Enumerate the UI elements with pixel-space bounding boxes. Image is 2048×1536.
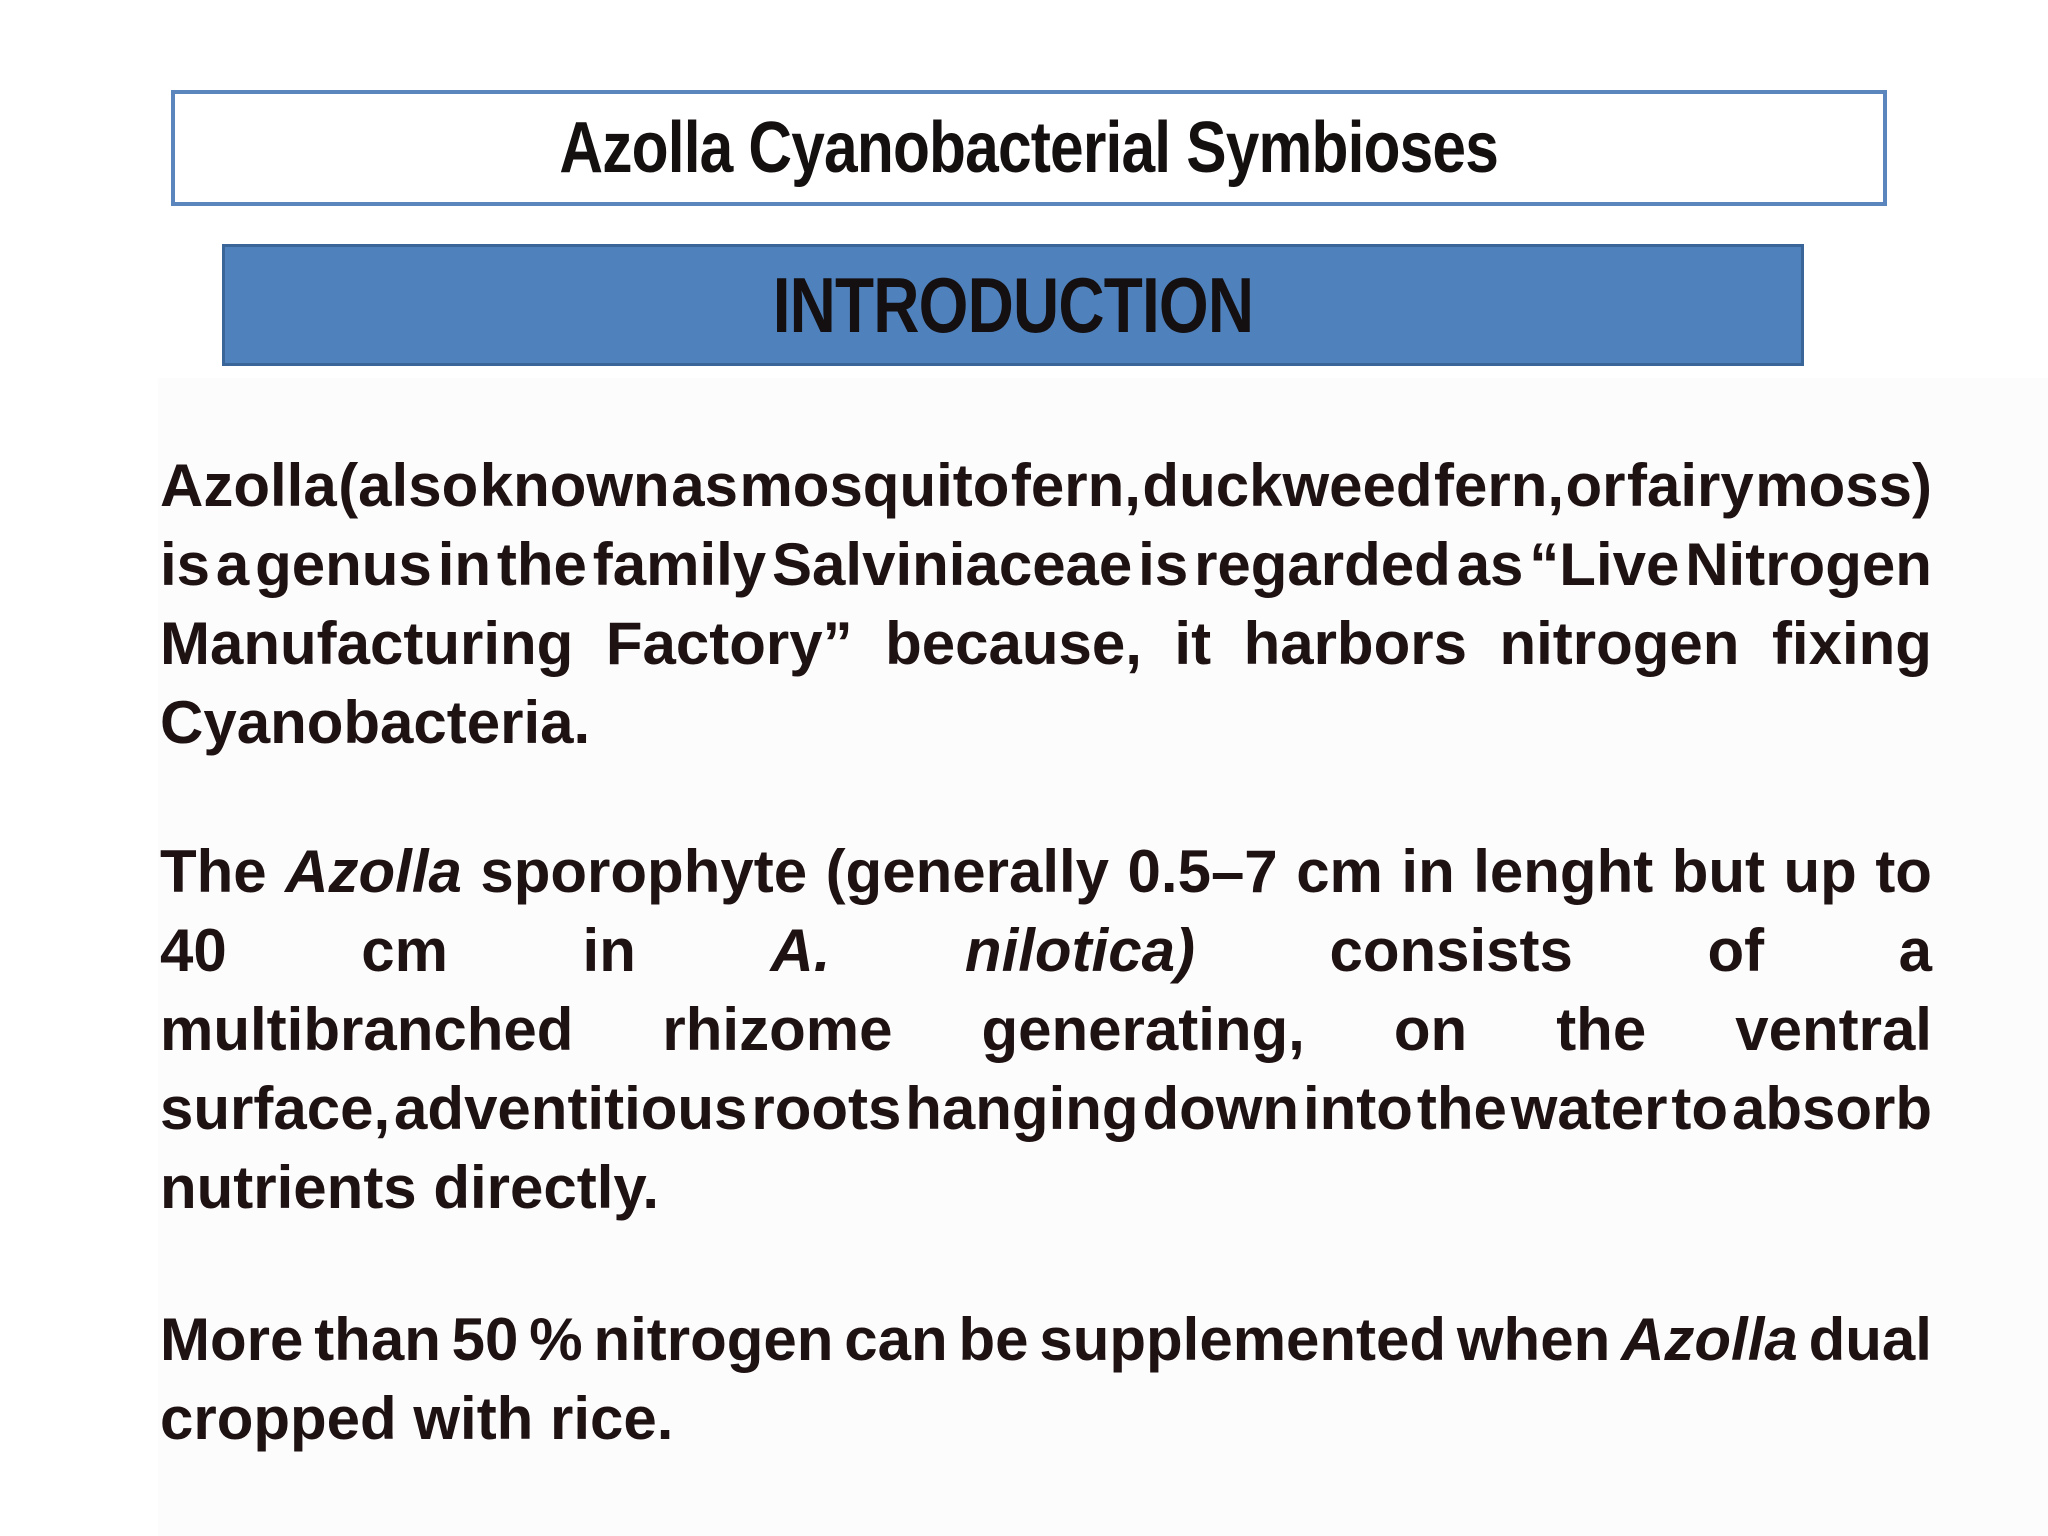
word: Salviniaceae (772, 531, 1133, 598)
word: in (582, 917, 636, 984)
word: surface, (160, 1075, 391, 1142)
word: rhizome (662, 996, 893, 1063)
word: Azolla (285, 838, 462, 905)
word: duckweed (1142, 452, 1433, 519)
word: consists (1329, 917, 1573, 984)
word: cropped with rice. (160, 1385, 674, 1452)
word: (generally (825, 838, 1110, 905)
word: or (1565, 452, 1626, 519)
word: of (1707, 917, 1765, 984)
word: The (160, 838, 267, 905)
word: a (1898, 917, 1932, 984)
word: 0.5–7 (1127, 838, 1278, 905)
word: % (529, 1306, 583, 1373)
word: sporophyte (480, 838, 808, 905)
word: to (1875, 838, 1932, 905)
word: nilotica) (964, 917, 1195, 984)
word: but (1671, 838, 1765, 905)
word: multibranched (160, 996, 574, 1063)
word: fixing (1771, 610, 1932, 677)
paragraph-line (160, 525, 1932, 604)
section-banner (222, 244, 1804, 366)
word: Cyanobacteria. (160, 689, 591, 756)
paragraph-3 (160, 1300, 1932, 1458)
word: dual (1808, 1306, 1932, 1373)
word: supplemented (1039, 1306, 1447, 1373)
word: family (592, 531, 767, 598)
word: 40 (160, 917, 227, 984)
word: Azolla (1621, 1306, 1798, 1373)
paragraph-2 (160, 832, 1932, 1227)
word: into (1302, 1075, 1413, 1142)
word: A. (770, 917, 831, 984)
word: down (1142, 1075, 1300, 1142)
word: adventitious (394, 1075, 748, 1142)
word: in (437, 531, 492, 598)
word: the (496, 531, 587, 598)
word: 50 (451, 1306, 519, 1373)
section-heading: INTRODUCTION (772, 260, 1254, 349)
word: roots (751, 1075, 902, 1142)
word: fern, (1434, 452, 1565, 519)
paragraph-line (160, 1148, 1932, 1227)
paragraph-line (160, 1069, 1932, 1148)
word: (also (338, 452, 479, 519)
paragraph-line (160, 1300, 1932, 1379)
word: cm (1296, 838, 1383, 905)
word: the (1416, 1075, 1507, 1142)
word: generating, (981, 996, 1305, 1063)
word: absorb (1731, 1075, 1932, 1142)
word: fern, (1010, 452, 1141, 519)
word: because, (885, 610, 1142, 677)
word: the (1556, 996, 1647, 1063)
word: cm (361, 917, 448, 984)
word: when (1456, 1306, 1611, 1373)
word: it (1174, 610, 1212, 677)
word: fairy (1627, 452, 1754, 519)
word: Azolla (160, 452, 337, 519)
paragraph-line (160, 911, 1932, 990)
word: nitrogen (1499, 610, 1740, 677)
word: as (1456, 531, 1524, 598)
word: water (1510, 1075, 1668, 1142)
word: mosquito (739, 452, 1010, 519)
word: Manufacturing (160, 610, 574, 677)
word: genus (255, 531, 432, 598)
paragraph-line (160, 832, 1932, 911)
word: lenght (1473, 838, 1654, 905)
word: can (844, 1306, 948, 1373)
word: is (160, 531, 211, 598)
word: as (671, 452, 738, 519)
word: nutrients directly. (160, 1154, 659, 1221)
paragraph-line (160, 1379, 1932, 1458)
paragraph-line (160, 683, 1932, 762)
word: a (215, 531, 250, 598)
word: up (1783, 838, 1857, 905)
paragraph-line (160, 446, 1932, 525)
word: than (314, 1306, 441, 1373)
word: in (1401, 838, 1455, 905)
paragraph-line (160, 990, 1932, 1069)
paragraph-line (160, 604, 1932, 683)
word: hanging (905, 1075, 1139, 1142)
word: to (1671, 1075, 1729, 1142)
paragraph-1 (160, 446, 1932, 762)
word: harbors (1243, 610, 1467, 677)
word: known (479, 452, 670, 519)
word: on (1393, 996, 1468, 1063)
word: More (160, 1306, 304, 1373)
word: nitrogen (593, 1306, 834, 1373)
word: Factory” (605, 610, 853, 677)
word: regarded (1194, 531, 1451, 598)
word: moss) (1755, 452, 1932, 519)
word: is (1138, 531, 1189, 598)
word: Nitrogen (1685, 531, 1932, 598)
word: ventral (1735, 996, 1932, 1063)
slide-title: Azolla Cyanobacterial Symbioses (559, 108, 1499, 188)
word: be (958, 1306, 1029, 1373)
title-box (171, 90, 1887, 206)
word: “Live (1529, 531, 1680, 598)
